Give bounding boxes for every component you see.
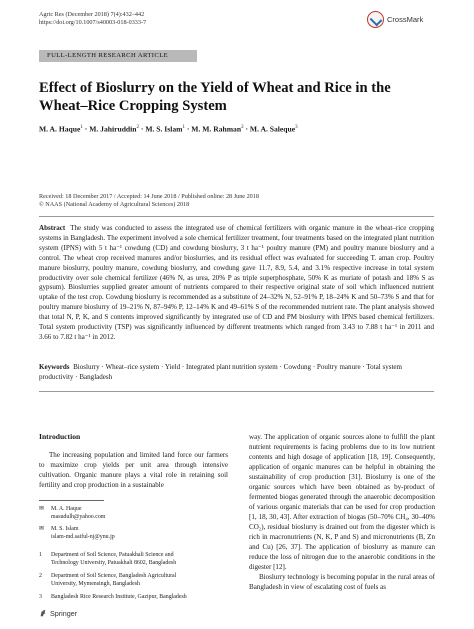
email-link[interactable]: islam-md.saiful-nj@ynu.jp [51,534,115,540]
keywords [39,363,434,383]
copyright-line: © NAAS (National Academy of Agricultural Sciences) 2018 [39,201,190,209]
author-name: M. A. Haque [39,124,81,134]
author-affiliation-mark: 2 [136,125,139,130]
doi-link[interactable]: https://doi.org/10.1007/s40003-018-0333-7 [39,19,147,26]
email-link[interactable]: masudulh@yahoo.com [51,514,106,520]
intro-paragraph: Bioslurry technology is becoming popular in the rural areas of Bangladesh in view of escalating cost of fuels as [249,573,435,591]
dates-line: Received: 18 December 2017 / Accepted: 14 June 2018 / Published online: 28 June 2018 [39,193,259,200]
keywords-label: Keywords [39,363,70,371]
affiliation-line: Department of Soil Science, Patuakhali Science and [51,552,174,558]
publication-dates [39,193,434,210]
author-name: M. A. Saleque [249,124,296,134]
article-title: Effect of Bioslurry on the Yield of Wheat and Rice in the Wheat–Rice Cropping System [39,80,391,114]
affiliation-line: Department of Soil Science, Bangladesh Agricultural [51,573,177,579]
abstract-text: The study was conducted to assess the integrated use of chemical fertilizers with organic manure in the wheat–rice cropping systems in Bangladesh. The experiment involved a sole chemical fertilizer treatment, four treatments based on the integrated plant nutrition system (IPNS) with 5 t ha⁻¹ cowdung (CD) and cowdung bioslurry, 3 t ha⁻¹ poultry manure (PM) and poultry manure bioslurry and a control. The wheat crop received manures and/or bioslurries, and its residual effect was evaluated for succeeding T. aman crop. Poultry manure bioslurry, poultry manure, cowdung bioslurry, and cowdung gave 11.7, 8.9, 5.4, and 3.1% respective increase in total system productivity over sole chemical fertilizer (46% N, as urea, 20% P as triple superphosphate, 50% K as muriate of potash and 18% S as gypsum). Bioslurries supplied greater amount of nutrients compared to their respective original state of soil which influenced nutrient uptake of the test crop. Cowdung bioslurry is recommended as a substitute of 24–32% N, 52–91% P, 18–24% K and 50–73% S and that for poultry manure bioslurry of 19–21% N, 87–94% P, 12–14% K and 49–61% S of the recommended nutrient rate. The plant analysis showed that total N, P, K, and S contents improved significantly by integrated use of CD and PM bioslurry with IPNS based chemical fertilizers. Total system productivity (TSP) was significantly influenced by different treatments which ranged from 3.43 to 7.88 t ha⁻¹ in 2011 and 3.66 to 7.82 t ha⁻¹ in 2012. [39,224,434,341]
journal-citation [39,11,146,27]
envelope-icon: ✉ [39,506,44,512]
affiliations [39,551,228,601]
affiliation-line: Bangladesh Rice Research Institute, Gazipur, Bangladesh [51,594,187,600]
publisher-name: Springer [50,609,78,618]
affiliation-line: Technology University, Patuakhali 8602, Bangladesh [51,560,177,566]
springer-horse-icon [39,609,47,617]
author-affiliation-mark: 2 [241,125,244,130]
author-affiliation-mark: 1 [182,125,185,130]
publisher-logo [39,609,77,618]
affiliation-number: 1 [39,552,42,558]
divider [39,216,434,217]
section-heading-introduction: Introduction [39,432,81,441]
affiliation-number: 3 [39,594,42,600]
author-name: M. S. Islam [145,124,183,134]
author-affiliation-mark: 3 [295,125,298,130]
footnote-divider [39,500,104,501]
author-name: M. M. Rahman [191,124,242,134]
journal-issue: Agric Res (December 2018) 7(4):432–442 [39,11,145,18]
corresponding-author: M. S. Islam [51,526,79,532]
article-type-banner: FULL-LENGTH RESEARCH ARTICLE [39,50,197,62]
author-affiliation-mark: 1 [80,125,83,130]
author-name: M. Jahiruddin [89,124,137,134]
abstract [39,224,434,343]
author-list: M. A. Haque$^1$ · M. Jahiruddin$^2$ · M. S. Islam$^1$ · M. M. Rahman$^2$ · M. A. Saleque$^3$ [39,124,298,134]
keywords-text: Bioslurry · Wheat–rice system · Yield · Integrated plant nutrition system · Cowdung · Poultry manure · Total system productivity · Bangladesh [39,363,403,381]
affiliation-line: University, Mymensingh, Bangladesh [51,581,140,587]
intro-paragraph: The increasing population and limited land force our farmers to maximize crop yields per unit area through intensive cultivation. Organic manure plays a vital role in retaining soil fertility and crop production in a sustainable [39,451,228,489]
divider [39,391,434,392]
crossmark-label: CrossMark [387,15,424,24]
corresponding-author: M. A. Haque [51,506,82,512]
intro-left-column [39,450,228,490]
crossmark-icon [367,11,384,28]
intro-right-column [249,432,435,592]
abstract-label: Abstract [39,224,66,232]
intro-paragraph: way. The application of organic sources alone to fulfill the plant nutrient requirements is facing problems due to its low nutrient contents and high dosage of application [18, 19]. Consequently, application of organic manures can be helpful in obtaining the sustainability of crop production [31]. Bioslurry is one of the organic sources which have been obtained as by-product of fermented biogas generated through the anaerobic decomposition of various organic materials that can be used for crop production [1, 18, 30, 43]. After extraction of biogas (50–70% CH₄, 30–40% CO₂), residual bioslurry is drained out from the digester which is rich in macronutrients (N, K, P and S) and micronutrients (B, Zn and Cu) [26, 37]. The application of bioslurry as manure can reduce the loss of nitrogen due to the anaerobic conditions in the digester [12]. [249,433,435,571]
crossmark-badge[interactable] [367,10,437,32]
correspondence-block [39,505,228,541]
affiliation-number: 2 [39,573,42,579]
envelope-icon: ✉ [39,526,44,532]
